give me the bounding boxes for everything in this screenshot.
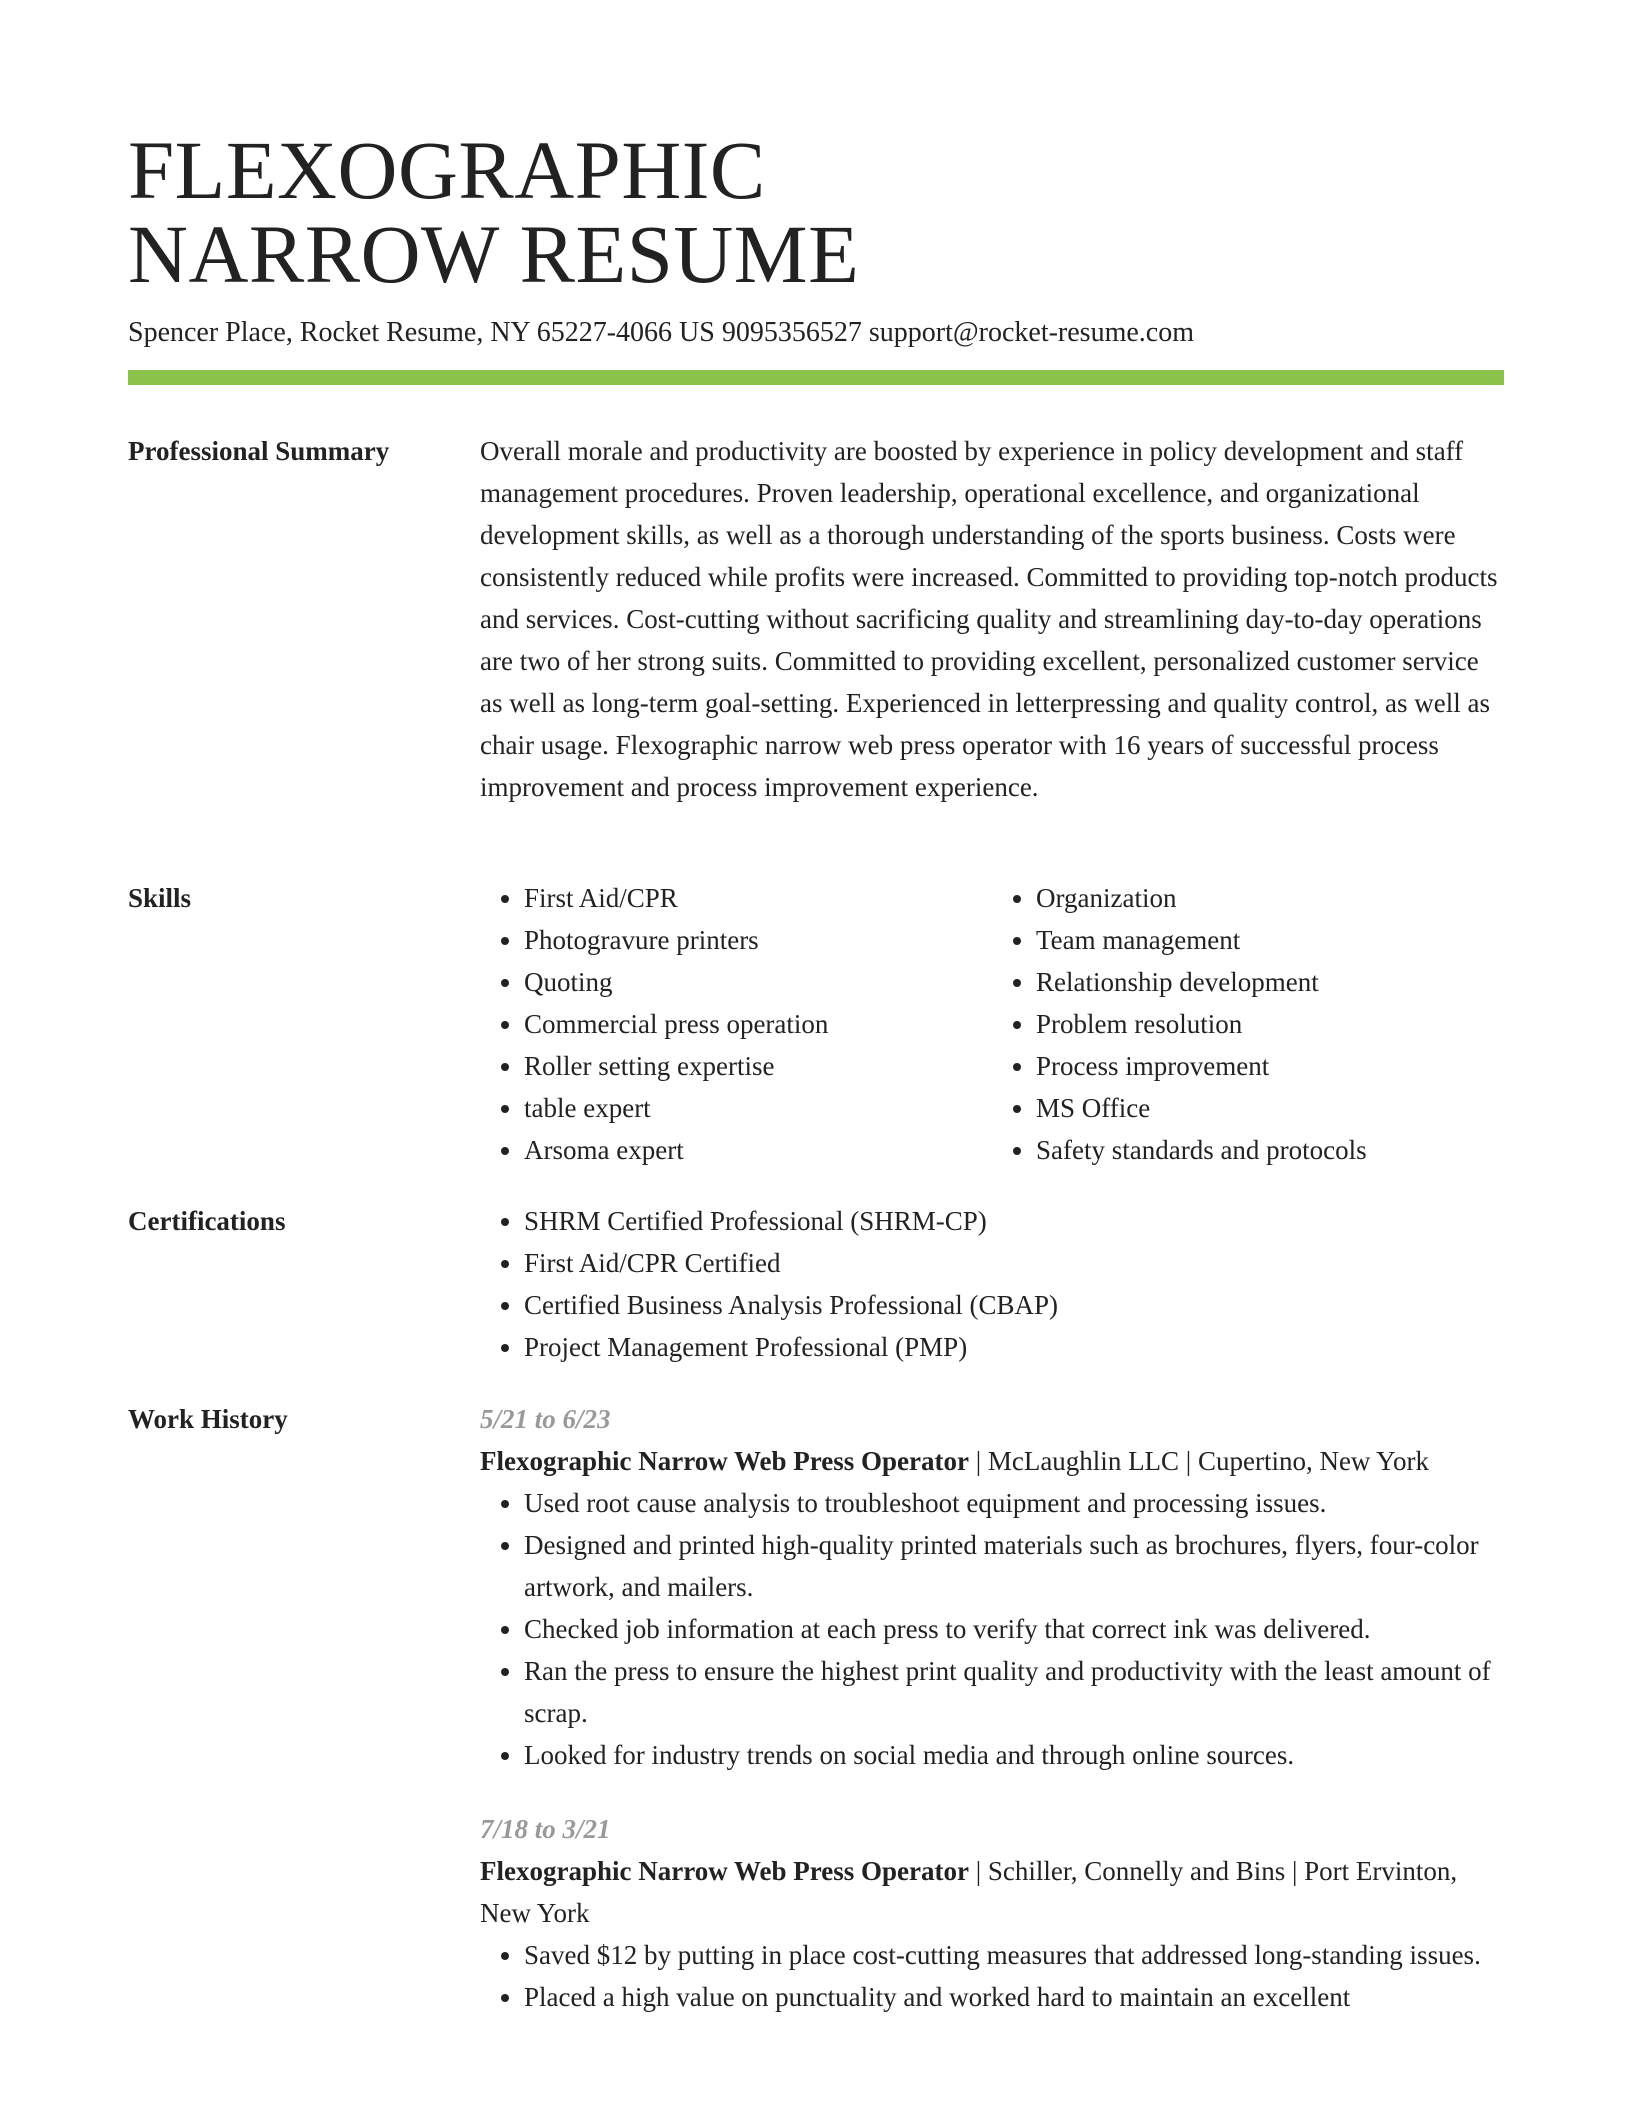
skill-item: • Team management <box>1036 919 1504 961</box>
job-entry <box>480 1808 1504 2018</box>
skill-item: • Process improvement <box>1036 1045 1504 1087</box>
certification-item: • First Aid/CPR Certified <box>524 1242 1504 1284</box>
job-title-line <box>480 1850 1504 1934</box>
work-history-heading: Work History <box>128 1404 288 1434</box>
job-bullets <box>480 1934 1504 2018</box>
skill-item: • Organization <box>1036 877 1504 919</box>
skills-column-1 <box>480 877 992 1171</box>
skill-item: • Quoting <box>524 961 992 1003</box>
skill-item: • table expert <box>524 1087 992 1129</box>
skill-item: • Photogravure printers <box>524 919 992 961</box>
skills-body <box>480 877 1504 1171</box>
title-line-1: FLEXOGRAPHIC <box>128 124 766 216</box>
job-entry <box>480 1398 1504 1776</box>
certification-item: • SHRM Certified Professional (SHRM-CP) <box>524 1200 1504 1242</box>
resume-title <box>128 124 1504 300</box>
skill-item: • First Aid/CPR <box>524 877 992 919</box>
job-dates: 5/21 to 6/23 <box>480 1404 611 1434</box>
skill-item: • Arsoma expert <box>524 1129 992 1171</box>
skill-item: • Commercial press operation <box>524 1003 992 1045</box>
job-bullet: • Ran the press to ensure the highest print quality and productivity with the least amount of scrap. <box>524 1650 1504 1734</box>
skills-heading: Skills <box>128 883 192 913</box>
job-dates: 7/18 to 3/21 <box>480 1814 611 1844</box>
skill-item: • Roller setting expertise <box>524 1045 992 1087</box>
job-bullet: • Checked job information at each press to verify that correct ink was delivered. <box>524 1608 1504 1650</box>
job-title: Flexographic Narrow Web Press Operator <box>480 1446 969 1476</box>
skill-item: • Relationship development <box>1036 961 1504 1003</box>
job-bullet: • Placed a high value on punctuality and worked hard to maintain an excellent <box>524 1976 1504 2018</box>
work-history-body <box>480 1398 1504 2018</box>
skill-item: • Problem resolution <box>1036 1003 1504 1045</box>
summary-body <box>480 430 1504 808</box>
job-bullet: • Saved $12 by putting in place cost-cutting measures that addressed long-standing issues. <box>524 1934 1504 1976</box>
job-title-line <box>480 1440 1504 1482</box>
certifications-heading: Certifications <box>128 1206 286 1236</box>
skill-item: • MS Office <box>1036 1087 1504 1129</box>
summary-text: Overall morale and productivity are boosted by experience in policy development and staff management procedures. Proven leadership, operational excellence, and organizational development skills, as well as a thorough understanding of the sports business. Costs were consistently reduced while profits were increased. Committed to providing top-notch products and services. Cost-cutting without sacrificing quality and streamlining day-to-day operations are two of her strong suits. Committed to providing excellent, personalized customer service as well as long-term goal-setting. Experienced in letterpressing and quality control, as well as chair usage. Flexographic narrow web press operator with 16 years of successful process improvement and process improvement experience. <box>480 436 1498 802</box>
certifications-body <box>480 1200 1504 1368</box>
certification-item: • Project Management Professional (PMP) <box>524 1326 1504 1368</box>
job-employer-location: | Schiller, Connelly and Bins | Port Ervinton, New York <box>480 1856 1458 1928</box>
job-bullet: • Used root cause analysis to troubleshoot equipment and processing issues. <box>524 1482 1504 1524</box>
skills-column-2 <box>992 877 1504 1171</box>
summary-heading: Professional Summary <box>128 436 390 466</box>
job-title: Flexographic Narrow Web Press Operator <box>480 1856 969 1886</box>
contact-info: Spencer Place, Rocket Resume, NY 65227-4066 US 9095356527 support@rocket-resume.com <box>128 317 1194 348</box>
job-bullet: • Looked for industry trends on social media and through online sources. <box>524 1734 1504 1776</box>
header-divider <box>128 370 1504 385</box>
certifications-list <box>480 1200 1504 1368</box>
job-employer-location: | McLaughlin LLC | Cupertino, New York <box>968 1446 1429 1476</box>
job-bullet: • Designed and printed high-quality printed materials such as brochures, flyers, four-color artwork, and mailers. <box>524 1524 1504 1608</box>
skill-item: • Safety standards and protocols <box>1036 1129 1504 1171</box>
resume-header <box>128 124 1504 350</box>
title-line-2: NARROW RESUME <box>128 208 860 300</box>
job-bullets <box>480 1482 1504 1776</box>
skills-grid <box>480 877 1504 1171</box>
certification-item: • Certified Business Analysis Professional (CBAP) <box>524 1284 1504 1326</box>
